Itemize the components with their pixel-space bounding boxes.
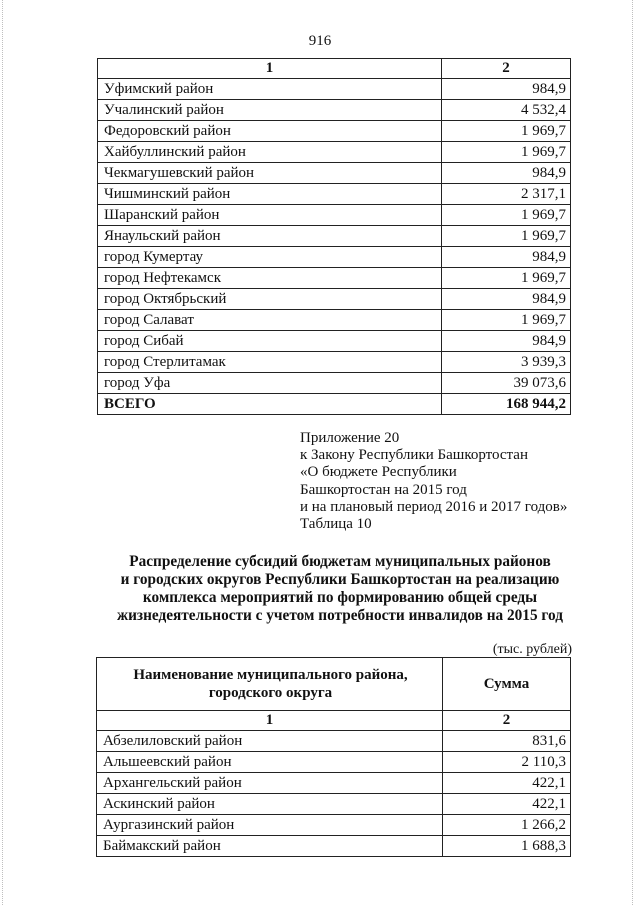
column-number-2: 2: [442, 59, 571, 79]
table-row: [98, 289, 571, 310]
row-name: город Октябрьский: [98, 289, 442, 310]
row-value: 422,1: [443, 794, 571, 815]
row-name: Альшеевский район: [97, 752, 443, 773]
row-name: Баймакский район: [97, 836, 443, 857]
header-sum: Сумма: [443, 658, 571, 711]
table-row: [98, 79, 571, 100]
table-row: [98, 331, 571, 352]
scan-edge-left: [2, 0, 4, 905]
row-name: город Нефтекамск: [98, 268, 442, 289]
units-label: (тыс. рублей): [492, 642, 572, 657]
table-row: [97, 815, 571, 836]
subsidy-table: [96, 657, 571, 857]
table-row: [97, 752, 571, 773]
column-number-2: 2: [443, 711, 571, 731]
row-name: Янаульский район: [98, 226, 442, 247]
appendix-note: [300, 430, 567, 533]
row-value: 3 939,3: [442, 352, 571, 373]
total-value: 168 944,2: [442, 394, 571, 415]
column-number-row: [97, 711, 571, 731]
row-value: 1 969,7: [442, 205, 571, 226]
scan-edge-right: [632, 0, 634, 905]
row-name: Федоровский район: [98, 121, 442, 142]
row-value: 1 969,7: [442, 142, 571, 163]
total-row: [98, 394, 571, 415]
page-number: 916: [308, 33, 332, 49]
appendix-line: и на плановый период 2016 и 2017 годов»: [300, 498, 568, 515]
row-value: 39 073,6: [442, 373, 571, 394]
table-row: [98, 352, 571, 373]
row-name: город Салават: [98, 310, 442, 331]
appendix-line: Таблица 10: [300, 516, 372, 533]
row-value: 984,9: [442, 331, 571, 352]
table-row: [98, 373, 571, 394]
title-line: Распределение субсидий бюджетам муниципальных районов: [129, 553, 551, 570]
row-name: Уфимский район: [98, 79, 442, 100]
table-header-row: [97, 658, 571, 711]
row-value: 1 969,7: [442, 226, 571, 247]
table-row: [98, 121, 571, 142]
table-row: [98, 268, 571, 289]
row-name: город Сибай: [98, 331, 442, 352]
table-row: [97, 731, 571, 752]
row-name: город Кумертау: [98, 247, 442, 268]
appendix-line: Башкортостан на 2015 год: [300, 481, 467, 498]
table-row: [97, 773, 571, 794]
subsidy-table-continued: [97, 58, 571, 415]
row-name: город Стерлитамак: [98, 352, 442, 373]
row-value: 2 110,3: [443, 752, 571, 773]
table-row: [98, 100, 571, 121]
table-row: [98, 142, 571, 163]
table-row: [97, 794, 571, 815]
row-value: 831,6: [443, 731, 571, 752]
row-value: 1 688,3: [443, 836, 571, 857]
table-row: [98, 226, 571, 247]
row-name: Хайбуллинский район: [98, 142, 442, 163]
row-name: Аскинский район: [97, 794, 443, 815]
row-name: Шаранский район: [98, 205, 442, 226]
row-value: 4 532,4: [442, 100, 571, 121]
column-number-1: 1: [98, 59, 442, 79]
row-value: 1 969,7: [442, 121, 571, 142]
table-row: [97, 836, 571, 857]
row-name: Аургазинский район: [97, 815, 443, 836]
row-value: 984,9: [442, 247, 571, 268]
row-name: Чишминский район: [98, 184, 442, 205]
title-line: и городских округов Республики Башкортостан на реализацию: [120, 571, 560, 588]
document-title: [100, 553, 580, 625]
appendix-line: Приложение 20: [300, 430, 400, 446]
appendix-line: к Закону Республики Башкортостан: [300, 447, 528, 464]
row-value: 422,1: [443, 773, 571, 794]
row-value: 984,9: [442, 289, 571, 310]
table-header-row: [98, 59, 571, 79]
row-value: 984,9: [442, 79, 571, 100]
table-row: [98, 205, 571, 226]
title-line: комплекса мероприятий по формированию общей среды: [142, 589, 538, 606]
table-row: [98, 184, 571, 205]
title-line: жизнедеятельности с учетом потребности инвалидов на 2015 год: [117, 607, 563, 624]
row-name: Чекмагушевский район: [98, 163, 442, 184]
row-name: Учалинский район: [98, 100, 442, 121]
row-value: 1 969,7: [442, 268, 571, 289]
row-value: 2 317,1: [442, 184, 571, 205]
row-value: 1 266,2: [443, 815, 571, 836]
column-number-1: 1: [97, 711, 443, 731]
row-name: Архангельский район: [97, 773, 443, 794]
table-row: [98, 247, 571, 268]
row-name: город Уфа: [98, 373, 442, 394]
table-row: [98, 310, 571, 331]
row-value: 984,9: [442, 163, 571, 184]
header-municipality: Наименование муниципального района, городского округа: [97, 658, 443, 711]
table-row: [98, 163, 571, 184]
total-label: ВСЕГО: [98, 394, 442, 415]
row-value: 1 969,7: [442, 310, 571, 331]
appendix-line: «О бюджете Республики: [300, 464, 457, 481]
row-name: Абзелиловский район: [97, 731, 443, 752]
